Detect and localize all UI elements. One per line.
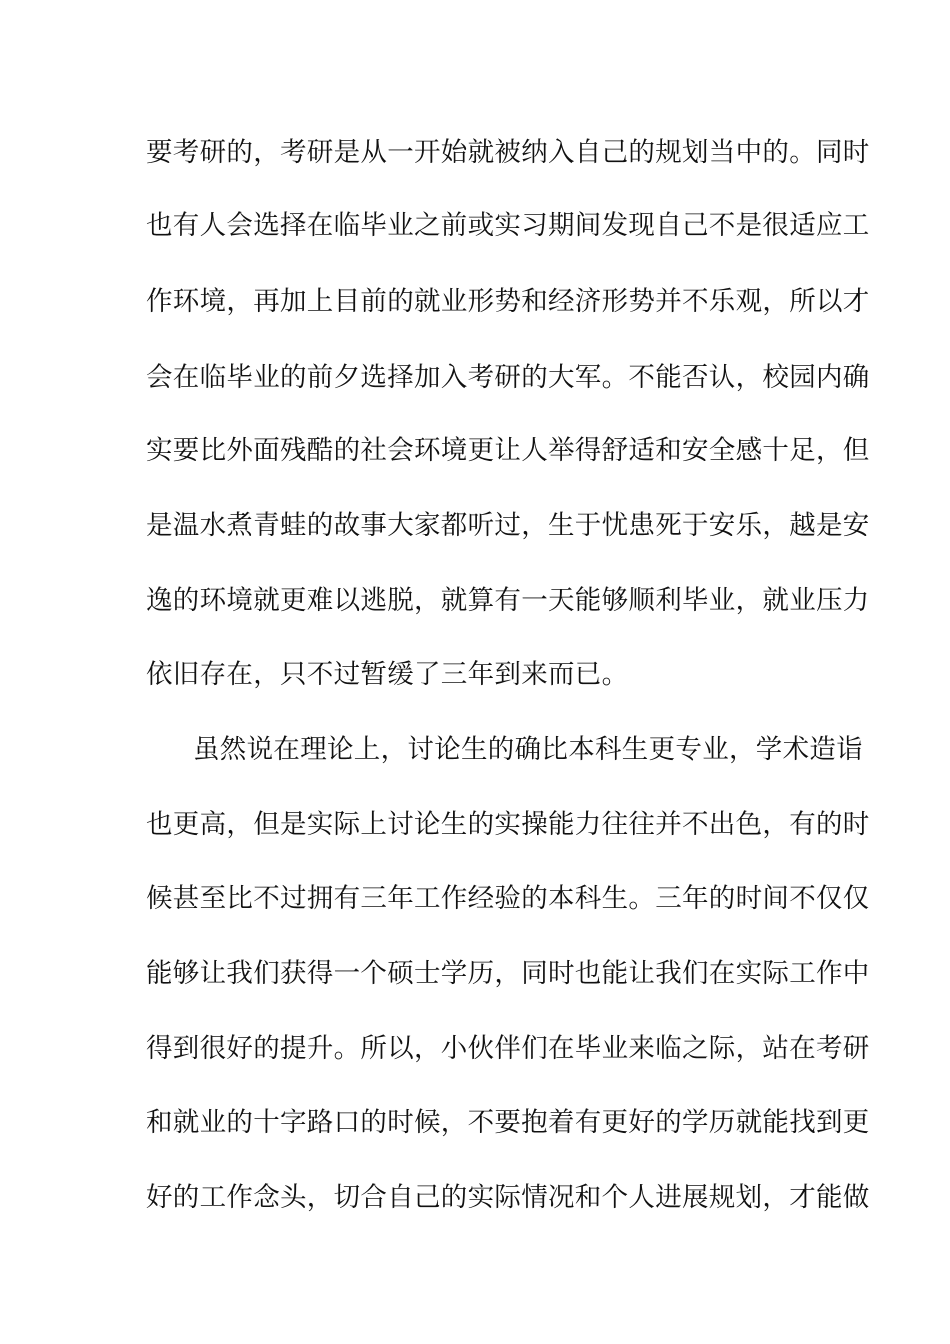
text-line: 候甚至比不过拥有三年工作经验的本科生。三年的时间不仅仅 — [146, 883, 870, 914]
text-line: 实要比外面残酷的社会环境更让人举得舒适和安全感十足，但 — [146, 435, 870, 466]
text-line: 逸的环境就更难以逃脱，就算有一天能够顺利毕业，就业压力 — [146, 585, 870, 616]
text-line: 得到很好的提升。所以，小伙伴们在毕业来临之际，站在考研 — [146, 1033, 870, 1064]
text-line: 好的工作念头，切合自己的实际情况和个人进展规划，才能做 — [146, 1182, 870, 1213]
text-line: 能够让我们获得一个硕士学历，同时也能让我们在实际工作中 — [146, 958, 870, 989]
text-line: 会在临毕业的前夕选择加入考研的大军。不能否认，校园内确 — [146, 362, 870, 393]
text-line: 作环境，再加上目前的就业形势和经济形势并不乐观，所以才 — [146, 286, 870, 317]
paragraph-first-line: 虽然说在理论上，讨论生的确比本科生更专业，学术造诣 — [193, 734, 863, 765]
text-line: 要考研的，考研是从一开始就被纳入自己的规划当中的。同时 — [146, 137, 870, 168]
text-line: 依旧存在，只不过暂缓了三年到来而已。 — [146, 659, 629, 690]
text-line: 和就业的十字路口的时候，不要抱着有更好的学历就能找到更 — [146, 1107, 870, 1138]
text-line: 也有人会选择在临毕业之前或实习期间发现自己不是很适应工 — [146, 210, 870, 241]
text-line: 也更高，但是实际上讨论生的实操能力往往并不出色，有的时 — [146, 809, 870, 840]
text-line: 是温水煮青蛙的故事大家都听过，生于忧患死于安乐，越是安 — [146, 510, 870, 541]
